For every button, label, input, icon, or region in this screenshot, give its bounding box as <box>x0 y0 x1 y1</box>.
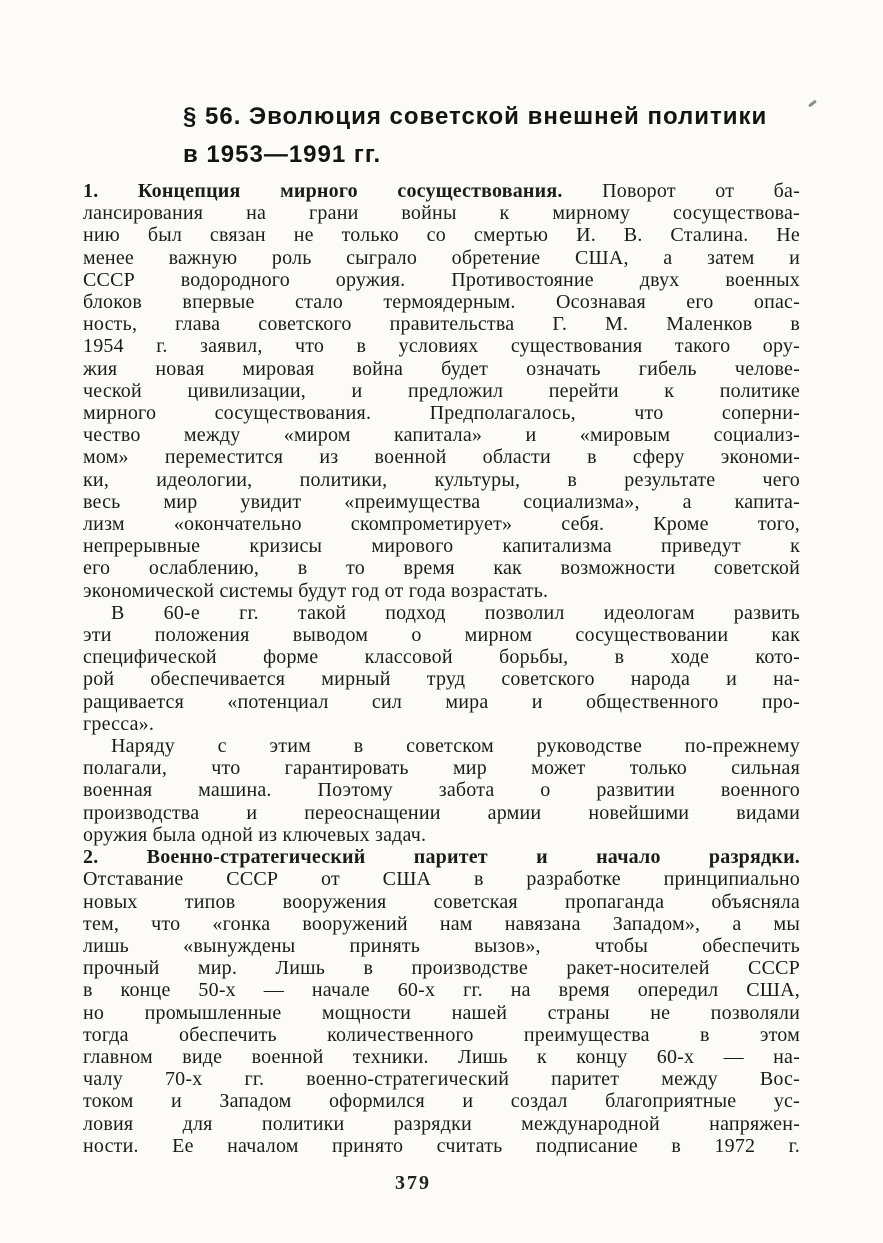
section-heading <box>183 98 823 174</box>
text-line: специфической форме классовой борьбы, в ходе кото- <box>83 646 800 669</box>
text-line: оружия была одной из ключевых задач. <box>83 823 427 846</box>
section-heading-line1: § 56. Эволюция советской внешней политики <box>183 103 768 130</box>
text-line: чалу 70-х гг. военно-стратегический паритет между Вос- <box>83 1068 800 1091</box>
text-line: полагали, что гарантировать мир может только сильная <box>83 757 800 780</box>
text-line: в конце 50-х — начале 60-х гг. на время опередил США, <box>83 979 800 1002</box>
text-line: менее важную роль сыграло обретение США, а затем и <box>83 246 800 269</box>
text-line: его ослаблению, в то время как возможности советской <box>83 557 800 580</box>
paragraph <box>83 602 800 735</box>
text-line: ращивается «потенциал сил мира и общественного про- <box>83 690 800 713</box>
text-line: 1954 г. заявил, что в условиях существования такого ору- <box>83 335 800 358</box>
text-line: тем, что «гонка вооружений нам навязана Западом», а мы <box>83 912 800 935</box>
text-line: мом» переместится из военной области в сферу экономи- <box>83 446 800 469</box>
page-number: 379 <box>395 1172 431 1194</box>
text-line: тогда обеспечить количественного преимущества в этом <box>83 1023 800 1046</box>
text-line: жия новая мировая война будет означать гибель челове- <box>83 357 800 380</box>
paragraph <box>83 846 800 1157</box>
text-line: гресса». <box>83 712 155 735</box>
text-line: Наряду с этим в советском руководстве по-прежнему <box>111 735 800 758</box>
text-line: непрерывные кризисы мирового капитализма приведут к <box>83 535 800 558</box>
text-line: лансирования на грани войны к мирному сосуществова- <box>83 202 800 225</box>
text-line: чество между «миром капитала» и «мировым социализ- <box>83 424 800 447</box>
text-line: Отставание СССР от США в разработке принципиально <box>83 868 800 891</box>
text-line: лишь «вынуждены принять вызов», чтобы обеспечить <box>83 934 800 957</box>
paragraph <box>83 180 800 602</box>
text-line: эти положения выводом о мирном сосуществовании как <box>83 624 800 647</box>
text-line: прочный мир. Лишь в производстве ракет-носителей СССР <box>83 957 800 980</box>
text-line: но промышленные мощности нашей страны не позволяли <box>83 1001 800 1024</box>
text-line: ловия для политики разрядки международной напряжен- <box>83 1112 800 1135</box>
text-line: В 60-е гг. такой подход позволил идеологам развить <box>111 601 800 624</box>
text-line: мирного сосуществования. Предполагалось, что соперни- <box>83 402 800 425</box>
text-line: рой обеспечивается мирный труд советского народа и на- <box>83 668 800 691</box>
text-line: нию был связан не только со смертью И. В. Сталина. Не <box>83 224 800 247</box>
text-line: ность, глава советского правительства Г. М. Маленков в <box>83 313 800 336</box>
text-line: ки, идеологии, политики, культуры, в результате чего <box>83 468 800 491</box>
text-line: блоков впервые стало термоядерным. Осознавая его опас- <box>83 291 800 314</box>
text-line: новых типов вооружения советская пропаганда объясняла <box>83 890 800 913</box>
text-line: лизм «окончательно скомпрометирует» себя. Кроме того, <box>83 513 800 536</box>
body-text <box>83 180 800 1157</box>
text-line: ности. Ее началом принято считать подписание в 1972 г. <box>83 1134 800 1157</box>
text-line: экономической системы будут год от года возрастать. <box>83 579 549 602</box>
text-line: СССР водородного оружия. Противостояние двух военных <box>83 268 800 291</box>
text-line: военная машина. Поэтому забота о развитии военного <box>83 779 800 802</box>
paragraph <box>83 735 800 846</box>
text-line <box>83 846 800 868</box>
text-line: 1. Концепция мирного сосуществования. Поворот от ба- <box>83 180 800 202</box>
section-heading-line2: в 1953—1991 гг. <box>183 141 382 168</box>
text-line: весь мир увидит «преимущества социализма», а капита- <box>83 490 800 513</box>
bold-lead-in: 1. Концепция мирного сосуществования. <box>83 180 563 202</box>
text-line: ческой цивилизации, и предложил перейти к политике <box>83 379 800 402</box>
text-line: током и Западом оформился и создал благоприятные ус- <box>83 1090 800 1113</box>
text-line: главном виде военной техники. Лишь к концу 60-х — на- <box>83 1045 800 1068</box>
text-line: производства и переоснащении армии новейшими видами <box>83 801 800 824</box>
bold-lead-in: 2. Военно-стратегический паритет и начало разрядки. <box>83 846 800 869</box>
